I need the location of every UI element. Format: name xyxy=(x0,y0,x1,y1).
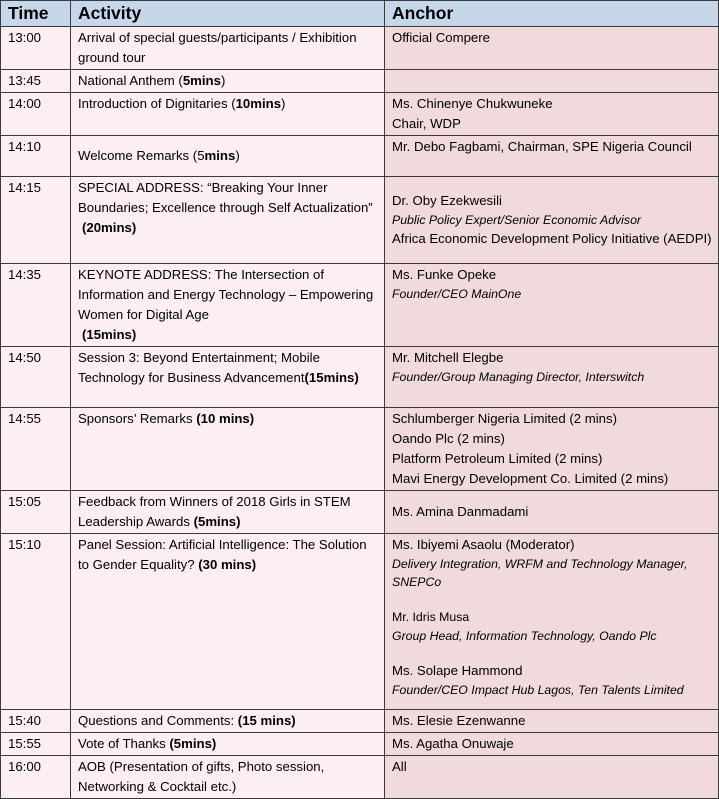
activity-text: Questions and Comments: xyxy=(78,713,238,728)
header-activity: Activity xyxy=(71,1,385,27)
anchor-org: Africa Economic Development Policy Initiative (AEDPI) xyxy=(392,231,712,246)
time-cell: 15:10 xyxy=(1,534,71,710)
anchor-name: Mr. Mitchell Elegbe xyxy=(392,350,504,365)
activity-tail: ) xyxy=(220,73,226,88)
anchor-name: Ms. Funke Opeke xyxy=(392,267,497,282)
anchor-cell xyxy=(385,408,719,491)
anchor-name: Mr. Debo Fagbami, Chairman, SPE Nigeria Council xyxy=(392,139,692,154)
anchor-name: Dr. Oby Ezekwesili xyxy=(392,193,502,208)
anchor-cell xyxy=(385,27,719,70)
table-row xyxy=(1,264,719,347)
anchor-cell xyxy=(385,70,719,93)
duration: (20mins) xyxy=(82,220,137,235)
sponsor-line: Oando Plc (2 mins) xyxy=(392,431,505,446)
anchor-cell xyxy=(385,136,719,177)
anchor-cell xyxy=(385,177,719,264)
activity-text: KEYNOTE ADDRESS: The Intersection of Information and Energy Technology – Empowering Women for Digital Age xyxy=(78,267,374,322)
anchor-role: Founder/CEO MainOne xyxy=(392,287,522,301)
time-cell: 14:50 xyxy=(1,347,71,408)
table-row xyxy=(1,710,719,733)
activity-cell xyxy=(71,710,385,733)
activity-tail: ) xyxy=(235,148,240,163)
table-row xyxy=(1,177,719,264)
anchor-name: Ms. Elesie Ezenwanne xyxy=(392,713,526,728)
duration: (15 mins) xyxy=(237,713,296,728)
time-cell: 14:10 xyxy=(1,136,71,177)
table-row xyxy=(1,408,719,491)
time-cell: 15:05 xyxy=(1,491,71,534)
table-row xyxy=(1,70,719,93)
anchor-name: Ms. Chinenye Chukwuneke xyxy=(392,96,553,111)
time-cell: 14:00 xyxy=(1,93,71,136)
activity-cell: Arrival of special guests/participants / Exhibition ground tour xyxy=(71,27,385,70)
activity-cell xyxy=(71,733,385,756)
anchor-role: Founder/Group Managing Director, Interswitch xyxy=(392,370,645,384)
activity-cell xyxy=(71,93,385,136)
table-row xyxy=(1,756,719,799)
activity-text: Feedback from Winners of 2018 Girls in STEM Leadership Awards xyxy=(78,494,351,529)
anchor-name: Ms. Agatha Onuwaje xyxy=(392,736,514,751)
table-row xyxy=(1,347,719,408)
table-row xyxy=(1,491,719,534)
activity-text: Vote of Thanks xyxy=(78,736,170,751)
activity-text: Session 3: Beyond Entertainment; Mobile Technology for Business Advancement xyxy=(78,350,320,385)
anchor-cell xyxy=(385,756,719,799)
time-cell: 15:40 xyxy=(1,710,71,733)
anchor-cell xyxy=(385,491,719,534)
activity-cell xyxy=(71,347,385,408)
time-cell: 16:00 xyxy=(1,756,71,799)
duration: (5mins) xyxy=(193,514,241,529)
table-row xyxy=(1,27,719,70)
time-cell: 14:55 xyxy=(1,408,71,491)
panelist-role: Founder/CEO Impact Hub Lagos, Ten Talents Limited xyxy=(392,683,684,697)
table-row xyxy=(1,136,719,177)
activity-text: Sponsors’ Remarks xyxy=(78,411,197,426)
time-cell: 13:45 xyxy=(1,70,71,93)
activity-cell xyxy=(71,408,385,491)
time-cell: 13:00 xyxy=(1,27,71,70)
duration: (10 mins) xyxy=(196,411,255,426)
time-cell: 14:35 xyxy=(1,264,71,347)
activity-cell xyxy=(71,264,385,347)
header-anchor: Anchor xyxy=(385,1,719,27)
duration: mins xyxy=(204,148,236,163)
anchor-name: All xyxy=(392,759,407,774)
anchor-cell xyxy=(385,534,719,710)
anchor-cell xyxy=(385,93,719,136)
time-cell: 14:15 xyxy=(1,177,71,264)
header-time: Time xyxy=(1,1,71,27)
panelist-role: Delivery Integration, WRFM and Technology Manager, SNEPCo xyxy=(392,557,688,589)
panelist-name: Ms. Ibiyemi Asaolu (Moderator) xyxy=(392,537,575,552)
time-cell: 15:55 xyxy=(1,733,71,756)
sponsor-line: Platform Petroleum Limited (2 mins) xyxy=(392,451,603,466)
activity-cell xyxy=(71,491,385,534)
duration: (5mins) xyxy=(169,736,217,751)
sponsor-line: Mavi Energy Development Co. Limited (2 mins) xyxy=(392,471,669,486)
sponsor-line: Schlumberger Nigeria Limited (2 mins) xyxy=(392,411,617,426)
anchor-role: Chair, WDP xyxy=(392,116,461,131)
anchor-cell xyxy=(385,733,719,756)
activity-cell xyxy=(71,534,385,710)
anchor-name: Ms. Amina Danmadami xyxy=(392,504,529,519)
activity-tail: ) xyxy=(281,96,286,111)
anchor-cell xyxy=(385,710,719,733)
activity-cell: AOB (Presentation of gifts, Photo session, Networking & Cocktail etc.) xyxy=(71,756,385,799)
anchor-role: Public Policy Expert/Senior Economic Advisor xyxy=(392,213,641,227)
activity-text: National Anthem ( xyxy=(78,73,183,88)
anchor-cell xyxy=(385,347,719,408)
table-row xyxy=(1,93,719,136)
duration: (15mins) xyxy=(82,327,137,342)
duration: 5mins xyxy=(182,73,221,88)
duration: 10mins xyxy=(235,96,282,111)
activity-cell xyxy=(71,70,385,93)
panelist-name: Ms. Solape Hammond xyxy=(392,663,523,678)
table-row xyxy=(1,534,719,710)
activity-text: SPECIAL ADDRESS: “Breaking Your Inner Boundaries; Excellence through Self Actualization” xyxy=(78,180,373,215)
activity-text: Introduction of Dignitaries ( xyxy=(78,96,236,111)
duration: (15mins) xyxy=(304,370,359,385)
panelist-role: Group Head, Information Technology, Oando Plc xyxy=(392,629,657,643)
anchor-name: Official Compere xyxy=(392,30,490,45)
activity-text: Welcome Remarks (5 xyxy=(78,148,205,163)
duration: (30 mins) xyxy=(198,557,257,572)
header-row xyxy=(1,1,719,27)
anchor-cell xyxy=(385,264,719,347)
activity-text: Panel Session: Artificial Intelligence: The Solution to Gender Equality? xyxy=(78,537,367,572)
activity-cell xyxy=(71,177,385,264)
table-row xyxy=(1,733,719,756)
panelist-name: Mr. Idris Musa xyxy=(392,610,470,624)
activity-cell xyxy=(71,136,385,177)
